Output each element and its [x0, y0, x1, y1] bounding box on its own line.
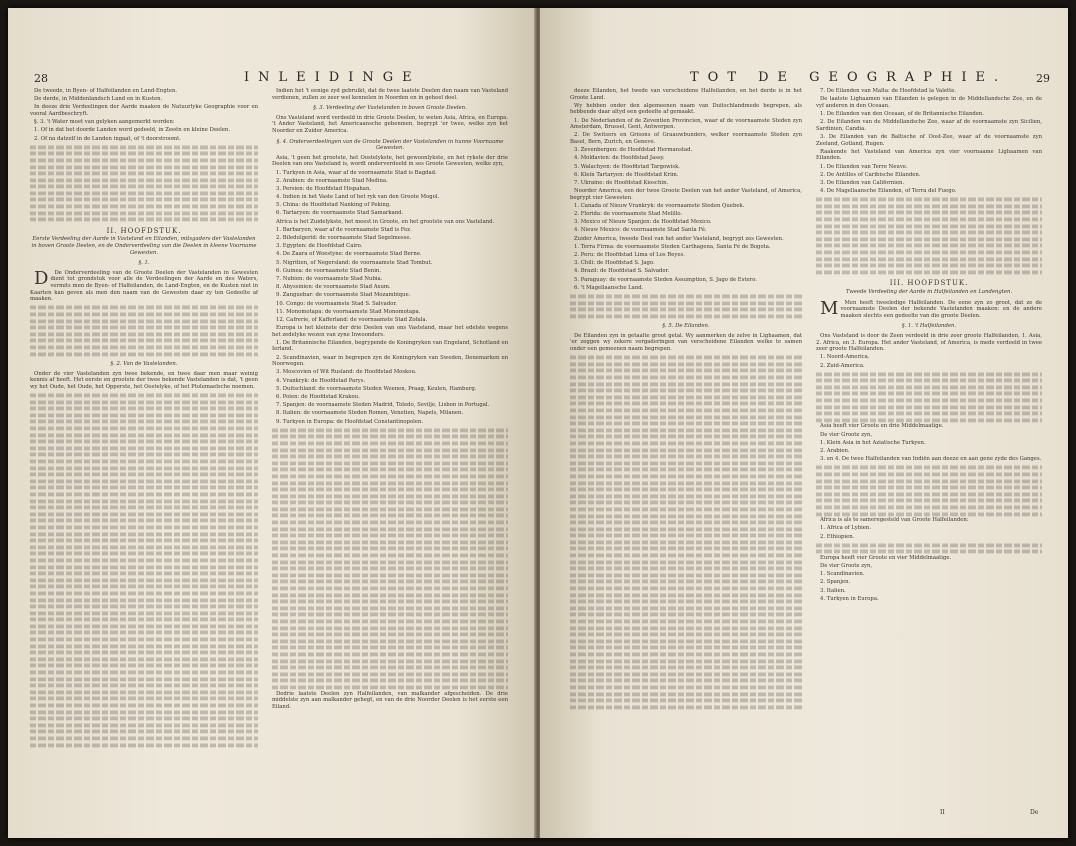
left-page [8, 8, 536, 838]
list-item: 6. Guinea: de voornaamste Stad Benin. [276, 267, 381, 274]
paragraph-text: De Onderverdeeling van de Groote Deelen der Vastelanden in Gewesten dient tot grondstuk voor alle de Verdeelingen der Aarde en des Waters, vermits men de Byen- of Halfeilanden, de Land-Engten, en de Kusten niet in Kaarten kan geven als men den naam van de Gewesten daar zy ten Gedeelte af maaken. [30, 269, 258, 303]
list-item: De vier Groote zyn, [820, 431, 873, 438]
list-item: 2. Arabien: de voornaamste Stad Medina. [276, 177, 388, 184]
paragraph: De Eilanden zyn in getaalte groot getal. Wy aanmerken de zelve in Lighaamen, dat 'er zeggen wy zekere vergaderingen van verscheidene Eilanden welke te samen onder een gemeenen naam begrepen. [570, 332, 802, 353]
list-item: Africa is als te sameregesteld van Groote Halfeilanden: [820, 517, 969, 524]
list-item: 1. De Eilanden van den Oceaan, of de Britannische Eilanden. [820, 110, 984, 117]
list-item: 1. Turkyen in Asia, waar af de voornaamste Stad is Bagdad. [276, 169, 437, 176]
section-heading: §. 3. Verdeeling der Vastelanden in boven Groote Deelen. [313, 105, 467, 112]
running-head-right: TOT DE GEOGRAPHIE. [690, 70, 1008, 85]
list-item: Europa heeft vier Groote en vier Middelmaatige. [820, 554, 952, 561]
list-item: 3. Mexico of Nieuw Spanjen: de Hoofdstad Mexico. [574, 219, 712, 226]
text-line: In deeze drie Verdeelingen der Aarde maaken de Natuurlyke Geographie voor en vooral Aardbeschryft. [30, 104, 258, 117]
running-head-left: INLEIDINGE [244, 70, 421, 85]
text-line: §. 3. 't Water moet van gelyken aangemerkt worden: [34, 119, 175, 126]
paragraph: Dedrie laatste Deelen zyn Halfeilanden, van malkander afgescheiden. De drie middelste zyn aan malkander gehegt, en van de drie Noorder Deelen is het eerste een Eiland. [272, 690, 508, 710]
list-item: De laatste Lighaamen van Eilanden is gelegen in de Middellandsche Zee, en de vyf anderen in den Oceaan. [816, 96, 1042, 109]
paragraph: Zuider America, tweede Deel van het ander Vasteland, begrypt zes Gewesten. [574, 235, 784, 242]
list-item: 2. Scandinavien, waar in begrepen zyn de Koningryken van Sweden, Denemarken en Noorwegen. [272, 354, 508, 368]
list-item: 1. Canada of Nieuw Vrankryk: de voornaamste Steden Quebek. [574, 202, 745, 209]
page-number-right: 29 [1036, 72, 1050, 85]
list-item: 2. De Antilles of Caribische Eilanden. [820, 171, 921, 178]
list-item: 2. Biledulgerid: de voornaamste Stad Segelmesse. [276, 235, 412, 242]
paragraph: Ons Vasteland is door de Zeen verdeeld in drie zeer groote Halfeilanden, 1. Asia, 2. Africa, en 3. Europa. Het ander Vasteland, of America, is mede verdeeld in twee zeer groote Halfeilanden. [816, 332, 1042, 353]
list-item: 3. en 4. De twee Halfeilanden van Indiën aan deeze en aan gene zyde des Ganges. [820, 456, 1042, 463]
list-item: 1. Barbaryen, waar af de voornaamste Stad is Fez. [276, 226, 412, 233]
paragraph: M Men heeft tweeledige Halfeilanden. De eene zyn zo groot, dat ze de voornaamste Deelen der bekende Vastelanden maaken: en de andere maaken slechts een gedeelte van die groote Deelen. [820, 297, 1042, 319]
list-item: 11. Monomotapa: de voornaamste Stad Monomotapa. [276, 308, 421, 315]
list-item: 8. Italien: de voornaamste Steden Romen, Venetien, Napels, Milanen. [276, 410, 464, 417]
right-column-2 [816, 88, 1042, 604]
catchword-signature: II [940, 809, 945, 816]
list-item: 10. Congo: de voornaamste Stad S. Salvador. [276, 300, 397, 307]
list-item: 7. Nubien: de voornaamste Stad Nubia. [276, 275, 383, 282]
list-item: 9. Turkyen in Europa: de Hoofdstad Constantinopolen. [276, 418, 424, 425]
page-number-left: 28 [34, 72, 48, 85]
list-item: 4. Vrankryk: de Hoofdstad Parys. [276, 377, 366, 384]
list-item: 6. Tartaryen: de voornaamste Stad Samarkand. [276, 210, 404, 217]
list-item: 8. Abyssinien: de voornaamste Stad Axum. [276, 284, 391, 291]
list-item: 2. De Eilanden van de Middellandsche Zee, waar af de voornaamste zyn Sicilien, Sardinien, Candia. [816, 119, 1042, 132]
right-page [540, 8, 1068, 838]
list-item: 3. Zevenbergen: de Hoofdstad Hermanstad. [574, 147, 693, 154]
list-item: 1. Africa of Lybien. [820, 525, 872, 532]
list-item: 4. Nieuw Mexico: de voornaamste Stad Santa Fé. [574, 227, 707, 234]
list-item: 4. Brazil: de Hoofdstad S. Salvador. [574, 268, 670, 275]
paragraph: Africa is het Zuidelykste, het meest in Groote, en het grootste van ons Vasteland. [276, 218, 495, 225]
list-item: 5. Duitschland: de voornaamste Steden Weenen, Praag, Keulen, Hamburg. [276, 385, 477, 392]
paragraph: deeze Eilanden, het twede van verscheidene Halfeilanden, en het derde is in het Groote Land. [570, 88, 802, 101]
list-item: 3. De Eilanden van de Baltische of Oost-Zee, waar af de voornaamste zyn Zeeland, Gotland, Rugen. [816, 133, 1042, 147]
list-item: 5. Paraguay: de voornaamste Steden Assumption, S. Jago de Estero. [574, 276, 757, 283]
text-line: 2. Of na datzelf in de Landen ingaat, of 't doorstroomt. [34, 135, 181, 142]
paragraph-text: Men heeft tweeledige Halfeilanden. De eene zyn zo groot, dat ze de voornaamste Deelen der bekende Vastelanden maaken: en de andere maaken slechts een gedeelte van die groote Deelen. [840, 299, 1042, 319]
list-item: 5. China: de Hoofdstad Nanking of Peking. [276, 202, 391, 209]
right-column-1 [570, 88, 802, 710]
list-item: 6. Klein Tartaryen: de Hoofdstad Krim. [574, 171, 679, 178]
paragraph: Noorder America, een der twee Groote Deelen van het ander Vasteland, of America, begrypt vier Gewesten. [570, 188, 802, 201]
list-item: 1. Klein Asia in het Aziatische Turkyen. [820, 439, 926, 446]
paragraph: Wy hebben onder den algemeenen naam van Duitschlandmede begrepen, als hebbende daar altyd een gedeelte af gemaakt. [570, 102, 802, 116]
list-item: 7. Spanjen: de voornaamste Steden Madrid, Toledo, Sevilje, Lisbon in Portugal. [276, 402, 490, 409]
paragraph: Onder de vier Vastelanden zyn twee bekende, en twee daar men maar weinig kennis af heeft. Het eerste en grootste der twee bekende Vastelanden is dat, 't geen wy het Oude, het Oude, het Opperste, het Oostelyke, of het Ptolemaeïsche noemen. [30, 370, 258, 390]
left-column-2 [272, 88, 508, 712]
list-item: 6. Polen: de Hoofdstad Krakou. [276, 394, 360, 400]
list-item: 9. Zanguebar: de voornaamste Stad Mozambique. [276, 292, 411, 299]
list-item: 3. Egypten: de Hoofdstad Cairo. [276, 243, 363, 250]
list-item: 2. De Switsers en Grisons of Graauwbunders, welker voornaamste Steden zyn Basel, Bern, Zurich, en Geneve. [570, 132, 802, 145]
paragraph: Asia, 't geen het grootste, het Oostelykste, het gewoonlykste, en het rykste der drie Deelen van ons Vasteland is, wordt onderverdeeld in ses Groote Gewesten, welke zyn, [272, 154, 508, 168]
list-item: 1. Scandinavien. [820, 571, 865, 578]
catchword: De [1030, 809, 1039, 816]
list-item: 5. Nigritien, of Negersland: de voornaamste Stad Tombut. [276, 259, 433, 266]
left-column-1 [30, 88, 258, 748]
list-item: 4. Moldavien: de Hoofdstad Jassy. [574, 155, 665, 162]
chapter-subtitle: Eerste Verdeeling der Aarde in Vasteland en Eilanden, mitsgaders der Vastelanden in boven Groote Deelen, en de Onderverdeeling van die Deelen in kleene Voorname Gewesten. [31, 236, 257, 256]
chapter-heading: II. HOOFDSTUK. [106, 226, 182, 235]
chapter-subtitle: Tweede Verdeeling der Aarde in Halfeilanden en Landengten. [845, 288, 1013, 295]
list-item: 5. Walachyen: de Hoofdstad Targowisk. [574, 163, 680, 170]
list-item: 3. De Eilanden van Californien. [820, 179, 905, 186]
list-item: 2. Spanjen. [820, 579, 851, 586]
text-line: De derde, in Middenlandsch Land en in Kusten. [34, 96, 163, 103]
list-item: 7. Ukraine: de Hoofdstad Kioschin. [574, 179, 669, 186]
list-item: 12. Cafrerie, of Kafferland: de voornaamste Stad Zofala. [276, 316, 428, 323]
list-item: 4. De Zaara of Woestyne: de voornaamste Stad Berne. [276, 251, 422, 258]
list-item: 4. De Magellaansche Eilanden, of Terra del Fuego. [820, 188, 957, 195]
paragraph: Indien het 't eenige zyd gebruikt, dat de twee laatste Deelen den naam van Vasteland verdienen, zullen ze zeer wel kennelen in Noorden en in geheel deel. [272, 88, 508, 101]
list-item: Raakende het Vasteland van America zyn vier voornaame Lighaamen van Eilanden. [816, 148, 1042, 162]
paragraph: Ons Vasteland word verdeeld in drie Groote Deelen, te weten Asia, Africa, en Europa. 't Ander Vasteland, het Americaansche gebenmen, begrypt 'er twee, welke zyn het Noorder en Zuider America. [272, 114, 508, 134]
text-line: 1. Of in dat het doorde Landen word gedeeld, in Zeeën en kleine Deelen. [34, 127, 231, 134]
list-item: 2. Peru: de Hoofdstad Lima of Los Reyes. [574, 251, 685, 258]
paragraph: Europa is het kleinste der drie Deelen van ons Vasteland, maar het edelste wegens het zedelyke wezen van zyne Inwoonders. [272, 325, 508, 338]
section-heading: §. 2. Van de Vastelanden. [110, 361, 178, 368]
list-item: 2. Florida: de voornaamste Stad Melillo. [574, 211, 683, 218]
list-item: De vier Groote zyn, [820, 563, 873, 570]
list-item: 3. Italien. [820, 587, 846, 594]
list-item: 1. De Nederlanden of de Zeventien Provincien, waar af de voornaamste Steden zyn Amsterdam, Brussel, Gent, Antwerpen. [570, 117, 802, 131]
list-item: 1. De Eilanden van Terre Neuve. [820, 163, 908, 170]
list-item: 2. Zuid-America. [820, 362, 865, 369]
paragraph: D De Onderverdeeling van de Groote Deelen der Vastelanden in Gewesten dient tot grondstuk voor alle de Verdeelingen der Aarde en des Waters, vermits men de Byen- of Halfeilanden, de Land-Engten, en de Kusten niet in Kaarten kan geven als men den naam van de Gewesten daar zy ten Gedeelte af maaken. [30, 267, 258, 303]
chapter-heading: III. HOOFDSTUK. [889, 279, 969, 288]
list-item: Asia heeft vier Groote en drie Middelmaatige. [820, 423, 944, 430]
list-item: 3. Moscovien of Wit Rusland: de Hoofdstad Moskou. [276, 369, 417, 376]
list-item: 6. 't Magellaansche Land. [574, 284, 644, 291]
list-item: 1. Noord-America. [820, 354, 870, 361]
list-item: 2. Ethiopien. [820, 533, 855, 540]
list-item: 7. De Eilanden van Malta: de Hoofdstad la Valette. [820, 88, 957, 94]
list-item: 1. De Britannische Eilanden, begrypende de Koningryken van Engeland, Schotland en Ierland. [272, 339, 508, 353]
list-item: 4. Indien in het Vaste Land of het ryk van den Groote Mogol. [276, 194, 440, 201]
section-heading: §. 1. 't Halfeilanden. [901, 323, 957, 330]
open-book [8, 8, 1068, 838]
list-item: 1. Terra Firma: de voornaamste Steden Carthagena, Santa Fé de Bogota. [574, 243, 771, 250]
section-heading: §. 1. [138, 260, 150, 267]
section-heading: §. 5. De Eilanden. [662, 323, 710, 330]
section-heading: §. 4. Onderverdeelingen van de Groote Deelen der Vastelanden in hunne Voornaame Gewesten. [276, 138, 504, 152]
list-item: 4. Turkyen in Europa. [820, 595, 879, 602]
list-item: 3. Chili: de Hoofdstad S. Jago. [574, 260, 655, 267]
list-item: 3. Persien: de Hoofdstad Hispahan. [276, 185, 372, 192]
text-line: De tweede, in Byen- of Halfeilanden en Land-Engten. [34, 88, 178, 94]
list-item: 2. Arabien. [820, 448, 850, 454]
